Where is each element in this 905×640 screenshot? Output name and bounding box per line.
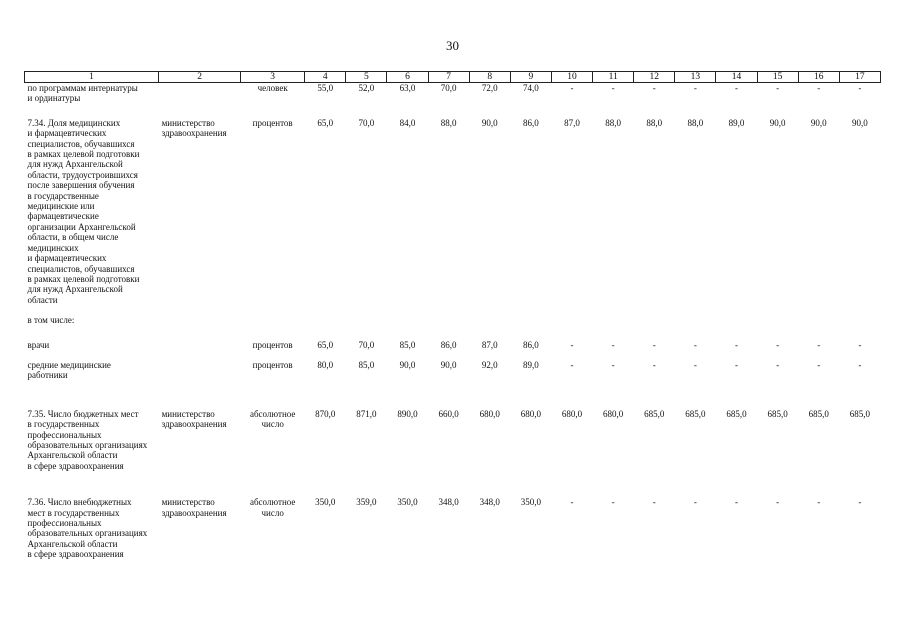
- value-cell: 88,0: [646, 117, 663, 128]
- value-cell: 70,0: [440, 83, 457, 93]
- value-cell: 89,0: [728, 117, 745, 128]
- value-cell: 86,0: [523, 339, 539, 350]
- value-cell: -: [735, 83, 739, 93]
- column-header-17: 17: [839, 72, 880, 83]
- responsible-body: [159, 360, 241, 381]
- value-cell: 52,0: [358, 83, 375, 93]
- value-cell: 90,0: [769, 117, 786, 128]
- table-row: [25, 118, 881, 305]
- value-cell: 88,0: [605, 117, 622, 128]
- value-cell: -: [611, 497, 615, 508]
- value-cell: [469, 315, 510, 325]
- value-cell: -: [693, 359, 697, 370]
- value-cell: 87,0: [481, 339, 498, 350]
- value-cell: 350,0: [315, 497, 336, 508]
- value-cell: 85,0: [399, 339, 416, 350]
- value-cell: -: [776, 359, 780, 370]
- value-cell: -: [776, 339, 780, 350]
- unit-of-measure: абсолютное число: [249, 497, 296, 518]
- value-cell: -: [776, 83, 780, 93]
- value-cell: [798, 315, 839, 325]
- table-row: [25, 340, 881, 350]
- value-cell: -: [652, 359, 656, 370]
- column-header-14: 14: [716, 72, 757, 83]
- column-header-7: 7: [428, 72, 469, 83]
- value-cell: [387, 315, 428, 325]
- indicator-name: по программам интернатуры и ординатуры: [27, 83, 138, 104]
- value-cell: 80,0: [317, 359, 334, 370]
- row-spacer: [25, 326, 881, 340]
- column-header-10: 10: [551, 72, 592, 83]
- value-cell: [593, 315, 634, 325]
- responsible-body: [159, 315, 241, 325]
- value-cell: 90,0: [481, 117, 498, 128]
- value-cell: [716, 315, 757, 325]
- column-header-4: 4: [305, 72, 346, 83]
- value-cell: 685,0: [767, 408, 788, 419]
- value-cell: [634, 315, 675, 325]
- value-cell: [675, 315, 716, 325]
- unit-of-measure: процентов: [252, 117, 293, 128]
- unit-of-measure: [241, 315, 305, 325]
- column-header-12: 12: [634, 72, 675, 83]
- value-cell: 660,0: [438, 408, 459, 419]
- value-cell: 680,0: [561, 408, 583, 419]
- value-cell: 70,0: [358, 117, 375, 128]
- row-spacer: [25, 305, 881, 315]
- value-cell: 89,0: [523, 359, 539, 370]
- table-row: [25, 83, 881, 104]
- column-header-6: 6: [387, 72, 428, 83]
- indicator-name: 7.36. Число внебюджетных мест в государственных профессиональных образовательных организациях Архангельской области в сфере здравоохранения: [27, 497, 148, 560]
- column-header-15: 15: [757, 72, 798, 83]
- value-cell: 680,0: [479, 408, 500, 419]
- value-cell: 350,0: [397, 497, 418, 508]
- responsible-body: министерство здравоохранения: [161, 117, 227, 139]
- column-header-3: 3: [241, 72, 305, 83]
- value-cell: 685,0: [849, 408, 871, 419]
- value-cell: -: [570, 83, 574, 93]
- unit-of-measure: процентов: [252, 339, 293, 350]
- column-header-8: 8: [469, 72, 510, 83]
- value-cell: -: [858, 339, 862, 350]
- column-header-2: 2: [159, 72, 241, 83]
- indicator-name: 7.35. Число бюджетных мест в государственных профессиональных образовательных организациях Архангельской области в сфере здравоохранения: [27, 408, 148, 471]
- value-cell: -: [858, 497, 862, 508]
- value-cell: -: [817, 339, 821, 350]
- row-spacer: [25, 350, 881, 360]
- value-cell: 348,0: [479, 497, 500, 508]
- value-cell: -: [693, 497, 697, 508]
- value-cell: 90,0: [399, 359, 416, 370]
- table-header-row: [25, 72, 881, 83]
- value-cell: -: [611, 339, 615, 350]
- table-row: [25, 315, 881, 325]
- value-cell: 90,0: [440, 359, 457, 370]
- value-cell: 70,0: [358, 339, 375, 350]
- value-cell: -: [776, 497, 780, 508]
- value-cell: 871,0: [356, 408, 377, 419]
- column-header-13: 13: [675, 72, 716, 83]
- indicator-name: 7.34. Доля медицинских и фармацевтических специалистов, обучавшихся в рамках целевой подготовки для нужд Архангельской области, трудоустроившихся после завершения обучения в государственные медицинские или фармацевтические организации Архангельской области, в общем числе медицинских и фармацевтических специалистов, обучавшихся в рамках целевой подготовки для нужд Архангельской области: [27, 117, 140, 305]
- value-cell: [510, 315, 551, 325]
- value-cell: 680,0: [520, 408, 542, 419]
- value-cell: -: [735, 339, 739, 350]
- column-header-5: 5: [346, 72, 387, 83]
- value-cell: -: [693, 339, 697, 350]
- value-cell: 685,0: [685, 408, 706, 419]
- value-cell: [305, 315, 346, 325]
- value-cell: -: [735, 359, 739, 370]
- value-cell: 72,0: [481, 83, 498, 93]
- responsible-body: министерство здравоохранения: [161, 497, 227, 518]
- value-cell: -: [570, 359, 574, 370]
- table-row: [25, 360, 881, 381]
- value-cell: 685,0: [726, 408, 747, 419]
- column-header-9: 9: [510, 72, 551, 83]
- column-header-1: 1: [25, 72, 159, 83]
- value-cell: -: [652, 83, 656, 93]
- value-cell: 90,0: [810, 117, 827, 128]
- value-cell: [346, 315, 387, 325]
- value-cell: -: [693, 83, 697, 93]
- page-number: 30: [446, 38, 459, 53]
- responsible-body: [159, 83, 241, 104]
- value-cell: -: [817, 497, 821, 508]
- value-cell: 348,0: [438, 497, 459, 508]
- value-cell: 350,0: [520, 497, 542, 508]
- indicator-name: средние медицинские работники: [27, 359, 111, 381]
- indicator-name: врачи: [27, 339, 50, 350]
- value-cell: -: [858, 359, 862, 370]
- value-cell: 63,0: [399, 83, 416, 93]
- value-cell: 88,0: [440, 117, 457, 128]
- table-row: [25, 497, 881, 559]
- value-cell: 86,0: [440, 339, 457, 350]
- value-cell: -: [611, 83, 615, 93]
- value-cell: 890,0: [397, 408, 418, 419]
- value-cell: -: [735, 497, 739, 508]
- value-cell: 86,0: [523, 117, 539, 128]
- value-cell: [757, 315, 798, 325]
- value-cell: 870,0: [315, 408, 336, 419]
- row-spacer: [25, 381, 881, 409]
- unit-of-measure: человек: [257, 83, 288, 93]
- unit-of-measure: процентов: [252, 359, 293, 370]
- value-cell: 65,0: [317, 339, 334, 350]
- value-cell: 55,0: [317, 83, 334, 93]
- value-cell: 84,0: [399, 117, 416, 128]
- value-cell: -: [570, 339, 574, 350]
- responsible-body: министерство здравоохранения: [161, 408, 227, 430]
- value-cell: -: [570, 497, 574, 508]
- value-cell: 65,0: [317, 117, 334, 128]
- unit-of-measure: абсолютное число: [249, 408, 296, 430]
- value-cell: 680,0: [603, 408, 624, 419]
- responsible-body: [159, 340, 241, 350]
- value-cell: 90,0: [852, 117, 868, 128]
- value-cell: -: [817, 83, 821, 93]
- row-spacer: [25, 471, 881, 497]
- column-header-11: 11: [593, 72, 634, 83]
- value-cell: 359,0: [356, 497, 377, 508]
- value-cell: -: [611, 359, 615, 370]
- table-row: [25, 409, 881, 471]
- value-cell: 685,0: [808, 408, 829, 419]
- value-cell: [839, 315, 880, 325]
- value-cell: 87,0: [564, 117, 580, 128]
- value-cell: -: [858, 83, 862, 93]
- value-cell: 685,0: [644, 408, 665, 419]
- indicator-table: [24, 71, 881, 560]
- value-cell: 74,0: [523, 83, 539, 93]
- indicator-name: в том числе:: [27, 315, 75, 326]
- column-header-16: 16: [798, 72, 839, 83]
- value-cell: -: [652, 497, 656, 508]
- value-cell: -: [652, 339, 656, 350]
- value-cell: 85,0: [358, 359, 375, 370]
- value-cell: 92,0: [481, 359, 498, 370]
- value-cell: [428, 315, 469, 325]
- value-cell: -: [817, 359, 821, 370]
- value-cell: 88,0: [687, 117, 704, 128]
- value-cell: [551, 315, 592, 325]
- row-spacer: [25, 104, 881, 118]
